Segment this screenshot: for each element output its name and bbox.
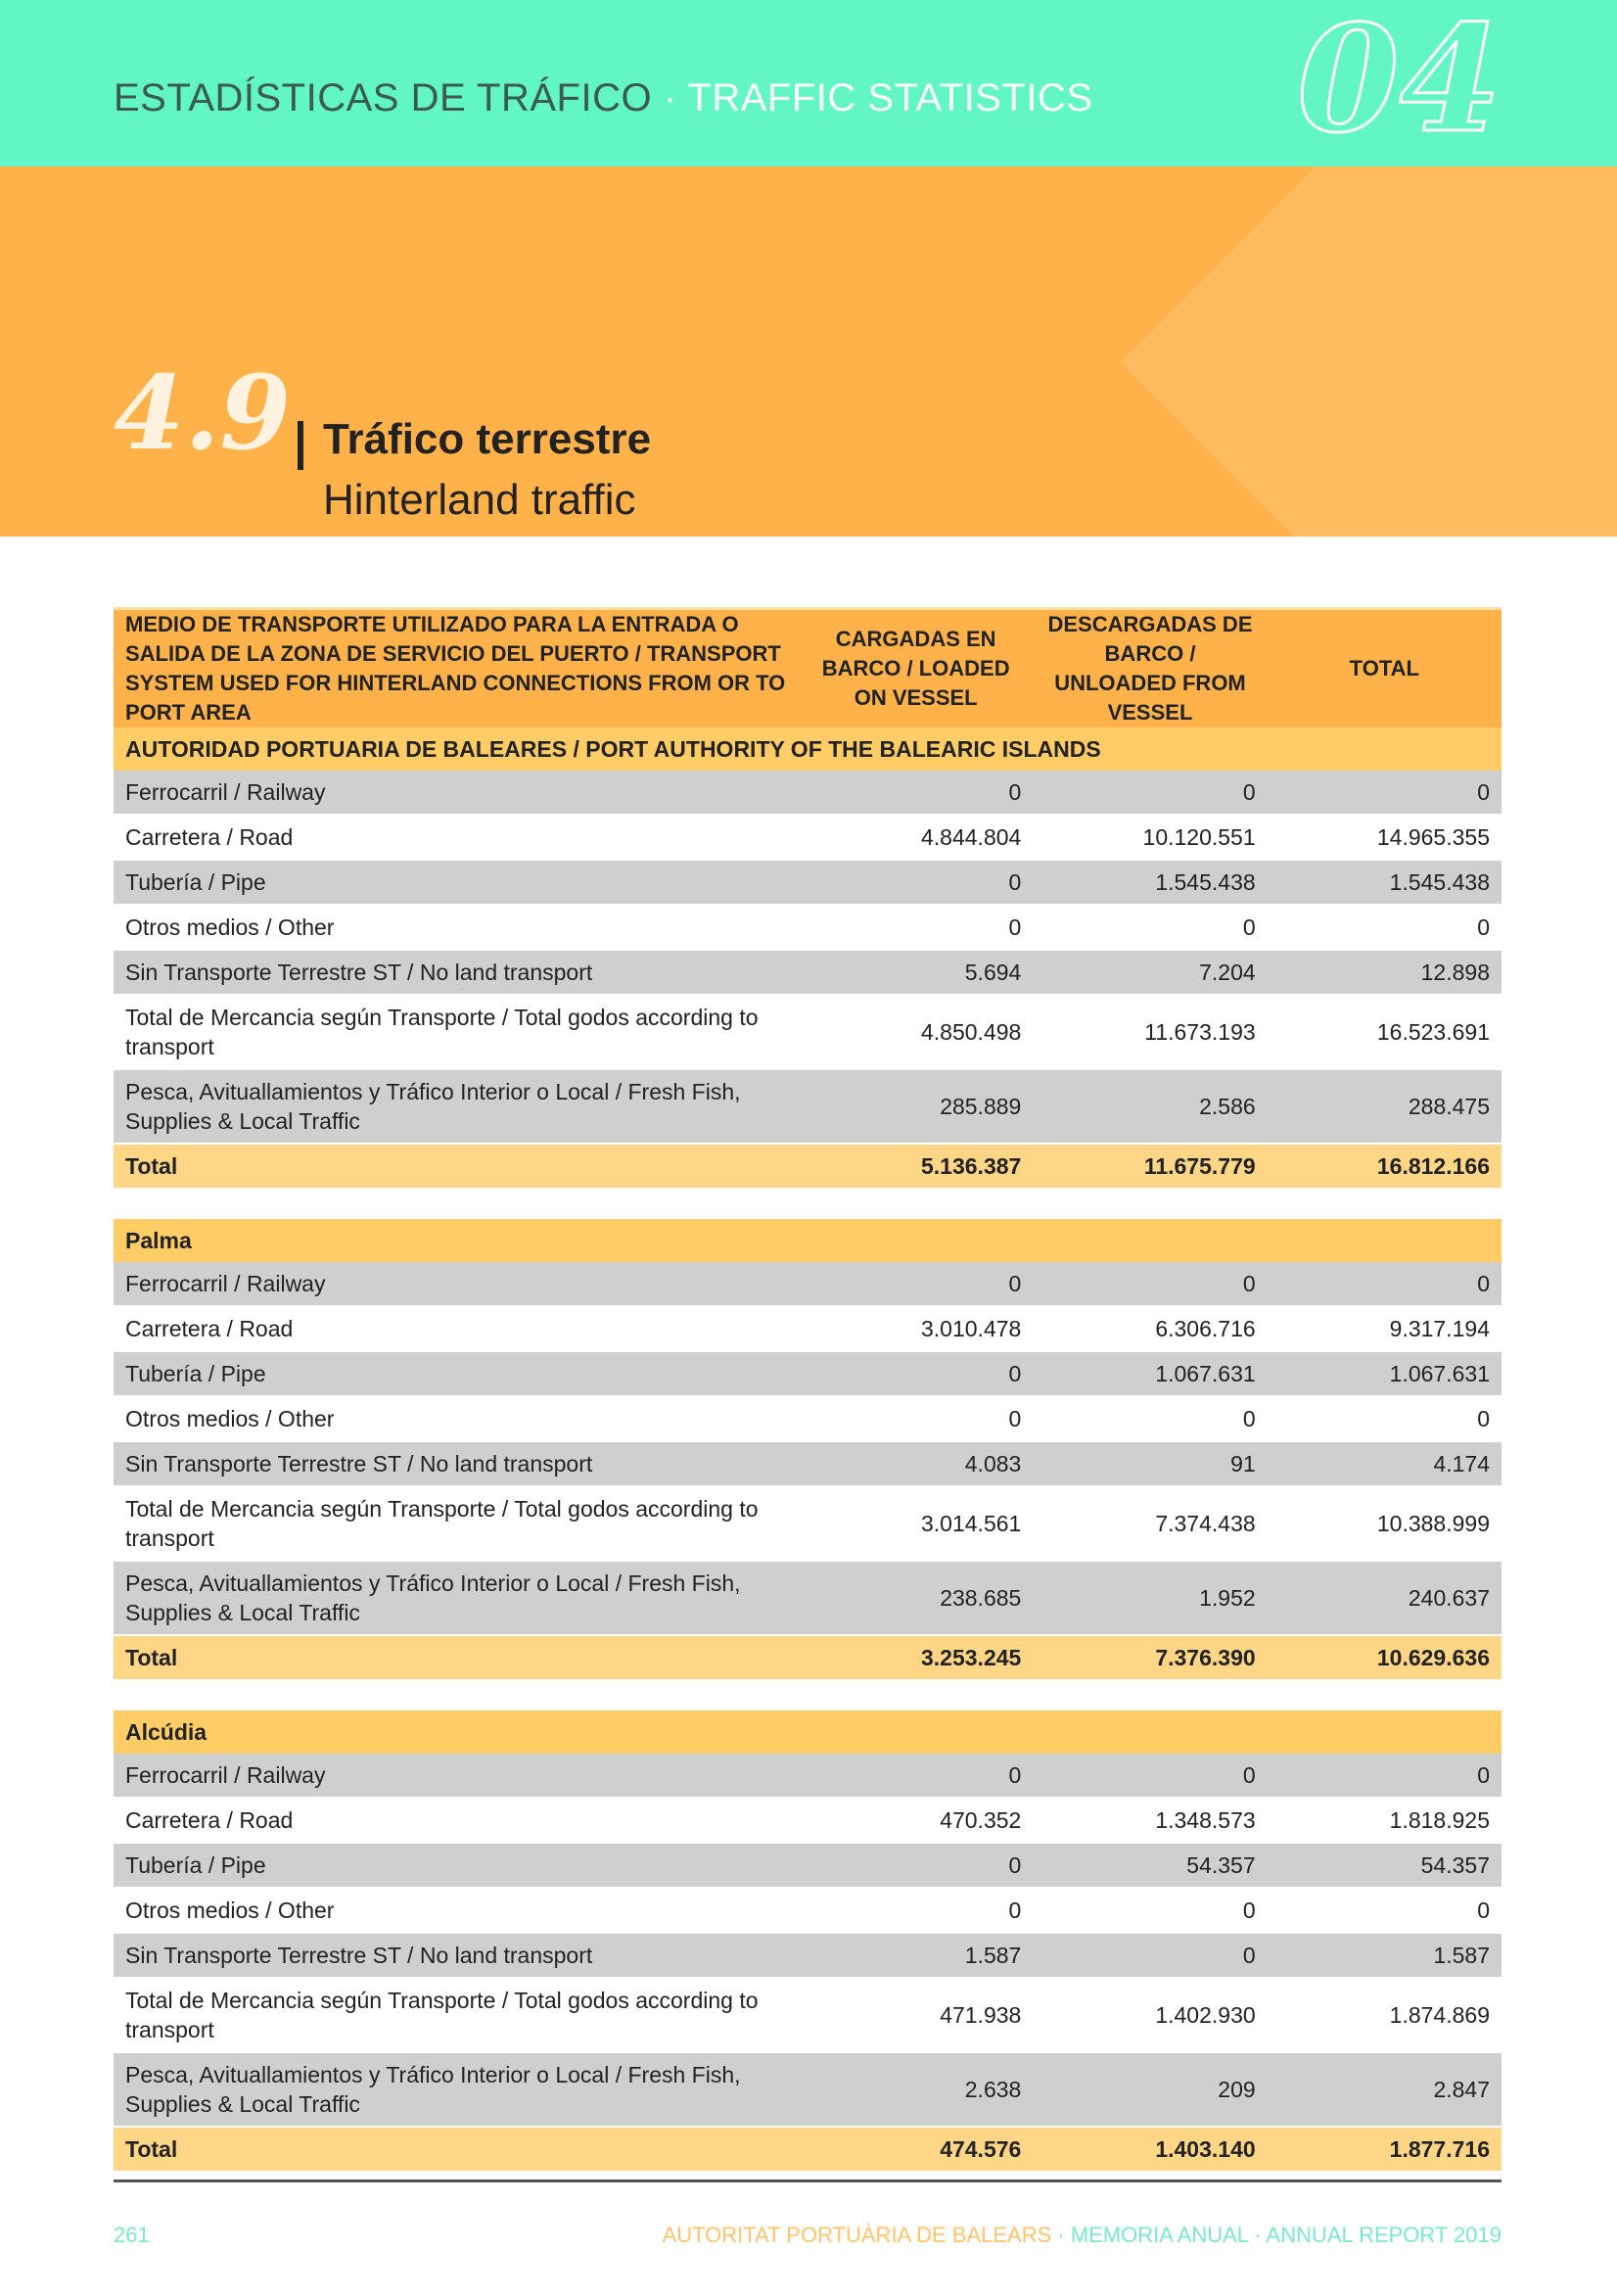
header-title <box>114 76 1093 120</box>
row-label: Ferrocarril / Railway <box>114 1754 799 1798</box>
row-label: Otros medios / Other <box>114 1396 799 1441</box>
loaded-value: 0 <box>799 905 1033 950</box>
total-label: Total <box>114 1635 799 1679</box>
table-row <box>114 1798 1502 1843</box>
loaded-value: 3.010.478 <box>799 1306 1033 1351</box>
row-label: Sin Transporte Terrestre ST / No land transport <box>114 950 799 995</box>
table-total-row <box>114 1144 1502 1188</box>
unloaded-value: 11.673.193 <box>1033 995 1267 1069</box>
footer-rule <box>114 2179 1502 2182</box>
total-value: 1.545.438 <box>1268 860 1502 905</box>
table-row <box>114 1754 1502 1798</box>
row-label: Sin Transporte Terrestre ST / No land transport <box>114 1441 799 1486</box>
section-number: 4.9 <box>114 352 291 473</box>
column-header-transport: MEDIO DE TRANSPORTE UTILIZADO PARA LA ENTRADA O SALIDA DE LA ZONA DE SERVICIO DEL PUERTO / TRANSPORT SYSTEM USED FOR HINTERLAND CONNECTIONS FROM OR TO PORT AREA <box>114 609 799 728</box>
row-label: Total de Mercancia según Transporte / Total godos according to transport <box>114 1978 799 2052</box>
loaded-value: 0 <box>799 860 1033 905</box>
total-unloaded: 11.675.779 <box>1033 1144 1267 1188</box>
loaded-value: 0 <box>799 1262 1033 1306</box>
loaded-value: 5.694 <box>799 950 1033 995</box>
unloaded-value: 0 <box>1033 1933 1267 1978</box>
footer-report: · MEMORIA ANUAL · ANNUAL REPORT 2019 <box>1051 2223 1502 2247</box>
header-title-en: TRAFFIC STATISTICS <box>687 76 1093 119</box>
section-title-en: Hinterland traffic <box>323 476 636 524</box>
total-value: 1.067.631 <box>1268 1351 1502 1396</box>
total-value: 1.818.925 <box>1268 1798 1502 1843</box>
loaded-value: 0 <box>799 1754 1033 1798</box>
row-label: Sin Transporte Terrestre ST / No land transport <box>114 1933 799 1978</box>
total-loaded: 5.136.387 <box>799 1144 1033 1188</box>
loaded-value: 4.844.804 <box>799 815 1033 860</box>
table-row <box>114 1843 1502 1888</box>
table-row <box>114 860 1502 905</box>
total-value: 288.475 <box>1268 1069 1502 1144</box>
hinterland-traffic-table <box>114 607 1502 2171</box>
unloaded-value: 1.545.438 <box>1033 860 1267 905</box>
unloaded-value: 0 <box>1033 905 1267 950</box>
total-unloaded: 7.376.390 <box>1033 1635 1267 1679</box>
total-value: 14.965.355 <box>1268 815 1502 860</box>
table-row <box>114 2052 1502 2127</box>
total-value: 0 <box>1268 1888 1502 1933</box>
total-value: 1.874.869 <box>1268 1978 1502 2052</box>
unloaded-value: 0 <box>1033 1396 1267 1441</box>
table-total-row <box>114 2127 1502 2171</box>
loaded-value: 238.685 <box>799 1561 1033 1635</box>
total-value: 0 <box>1268 1262 1502 1306</box>
loaded-value: 285.889 <box>799 1069 1033 1144</box>
unloaded-value: 0 <box>1033 1754 1267 1798</box>
section-title-es: Tráfico terrestre <box>323 415 652 463</box>
column-header-loaded: CARGADAS EN BARCO / LOADED ON VESSEL <box>799 609 1033 728</box>
unloaded-value: 0 <box>1033 771 1267 815</box>
total-label: Total <box>114 2127 799 2171</box>
row-label: Otros medios / Other <box>114 905 799 950</box>
total-value: 2.847 <box>1268 2052 1502 2127</box>
table-row <box>114 1978 1502 2052</box>
total-value: 9.317.194 <box>1268 1306 1502 1351</box>
page-header <box>0 0 1617 166</box>
table-row <box>114 1262 1502 1306</box>
table-row <box>114 995 1502 1069</box>
total-value: 4.174 <box>1268 1441 1502 1486</box>
unloaded-value: 2.586 <box>1033 1069 1267 1144</box>
table-row <box>114 1933 1502 1978</box>
table-row <box>114 771 1502 815</box>
row-label: Pesca, Avituallamientos y Tráfico Interior o Local / Fresh Fish, Supplies & Local Traffic <box>114 2052 799 2127</box>
unloaded-value: 0 <box>1033 1262 1267 1306</box>
section-name: Alcúdia <box>114 1710 1502 1754</box>
section-divider <box>298 421 303 470</box>
total-sum: 1.877.716 <box>1268 2127 1502 2171</box>
row-label: Otros medios / Other <box>114 1888 799 1933</box>
table-row <box>114 1888 1502 1933</box>
column-header-total: TOTAL <box>1268 609 1502 728</box>
total-sum: 10.629.636 <box>1268 1635 1502 1679</box>
row-label: Total de Mercancia según Transporte / Total godos according to transport <box>114 995 799 1069</box>
total-value: 0 <box>1268 1396 1502 1441</box>
section-spacer <box>114 1188 1502 1219</box>
row-label: Carretera / Road <box>114 1798 799 1843</box>
row-label: Ferrocarril / Railway <box>114 771 799 815</box>
row-label: Ferrocarril / Railway <box>114 1262 799 1306</box>
total-value: 12.898 <box>1268 950 1502 995</box>
section-spacer <box>114 1679 1502 1710</box>
row-label: Total de Mercancia según Transporte / Total godos according to transport <box>114 1486 799 1561</box>
header-separator: · <box>652 76 688 119</box>
row-label: Tubería / Pipe <box>114 1351 799 1396</box>
loaded-value: 0 <box>799 1843 1033 1888</box>
total-value: 1.587 <box>1268 1933 1502 1978</box>
unloaded-value: 1.402.930 <box>1033 1978 1267 2052</box>
table-row <box>114 815 1502 860</box>
footer-publication <box>663 2223 1502 2248</box>
total-loaded: 3.253.245 <box>799 1635 1033 1679</box>
loaded-value: 4.850.498 <box>799 995 1033 1069</box>
total-unloaded: 1.403.140 <box>1033 2127 1267 2171</box>
loaded-value: 0 <box>799 1351 1033 1396</box>
section-name: AUTORIDAD PORTUARIA DE BALEARES / PORT AUTHORITY OF THE BALEARIC ISLANDS <box>114 727 1502 771</box>
loaded-value: 1.587 <box>799 1933 1033 1978</box>
table-row <box>114 1351 1502 1396</box>
banner-decoration <box>1120 166 1617 537</box>
table-row <box>114 1396 1502 1441</box>
loaded-value: 4.083 <box>799 1441 1033 1486</box>
loaded-value: 471.938 <box>799 1978 1033 2052</box>
loaded-value: 0 <box>799 771 1033 815</box>
total-value: 10.388.999 <box>1268 1486 1502 1561</box>
unloaded-value: 1.348.573 <box>1033 1798 1267 1843</box>
total-sum: 16.812.166 <box>1268 1144 1502 1188</box>
table-row <box>114 1561 1502 1635</box>
table-section-header <box>114 1710 1502 1754</box>
row-label: Tubería / Pipe <box>114 1843 799 1888</box>
table-row <box>114 1069 1502 1144</box>
total-loaded: 474.576 <box>799 2127 1033 2171</box>
table-row <box>114 905 1502 950</box>
unloaded-value: 0 <box>1033 1888 1267 1933</box>
page-number: 261 <box>114 2223 150 2247</box>
table-row <box>114 1486 1502 1561</box>
table-header-row <box>114 609 1502 728</box>
table-section-header <box>114 727 1502 771</box>
unloaded-value: 54.357 <box>1033 1843 1267 1888</box>
footer-organization: AUTORITAT PORTUÀRIA DE BALEARS <box>662 2223 1052 2247</box>
loaded-value: 0 <box>799 1888 1033 1933</box>
row-label: Tubería / Pipe <box>114 860 799 905</box>
unloaded-value: 91 <box>1033 1441 1267 1486</box>
column-header-unloaded: DESCARGADAS DE BARCO / UNLOADED FROM VESSEL <box>1033 609 1267 728</box>
section-banner <box>0 166 1617 537</box>
unloaded-value: 10.120.551 <box>1033 815 1267 860</box>
row-label: Pesca, Avituallamientos y Tráfico Interior o Local / Fresh Fish, Supplies & Local Traffic <box>114 1069 799 1144</box>
table-total-row <box>114 1635 1502 1679</box>
chapter-number: 04 <box>1297 0 1502 165</box>
section-name: Palma <box>114 1219 1502 1262</box>
unloaded-value: 7.374.438 <box>1033 1486 1267 1561</box>
unloaded-value: 1.067.631 <box>1033 1351 1267 1396</box>
unloaded-value: 1.952 <box>1033 1561 1267 1635</box>
table-row <box>114 1441 1502 1486</box>
total-value: 16.523.691 <box>1268 995 1502 1069</box>
spacer-cell <box>114 1679 1502 1710</box>
total-value: 54.357 <box>1268 1843 1502 1888</box>
unloaded-value: 209 <box>1033 2052 1267 2127</box>
row-label: Carretera / Road <box>114 1306 799 1351</box>
loaded-value: 470.352 <box>799 1798 1033 1843</box>
header-title-es: ESTADÍSTICAS DE TRÁFICO <box>114 76 653 119</box>
spacer-cell <box>114 1188 1502 1219</box>
total-label: Total <box>114 1144 799 1188</box>
table-body <box>114 727 1502 2171</box>
table-row <box>114 1306 1502 1351</box>
total-value: 0 <box>1268 771 1502 815</box>
loaded-value: 2.638 <box>799 2052 1033 2127</box>
table-section-header <box>114 1219 1502 1262</box>
unloaded-value: 6.306.716 <box>1033 1306 1267 1351</box>
unloaded-value: 7.204 <box>1033 950 1267 995</box>
row-label: Carretera / Road <box>114 815 799 860</box>
total-value: 240.637 <box>1268 1561 1502 1635</box>
loaded-value: 0 <box>799 1396 1033 1441</box>
row-label: Pesca, Avituallamientos y Tráfico Interior o Local / Fresh Fish, Supplies & Local Traffic <box>114 1561 799 1635</box>
table-row <box>114 950 1502 995</box>
total-value: 0 <box>1268 1754 1502 1798</box>
total-value: 0 <box>1268 905 1502 950</box>
loaded-value: 3.014.561 <box>799 1486 1033 1561</box>
